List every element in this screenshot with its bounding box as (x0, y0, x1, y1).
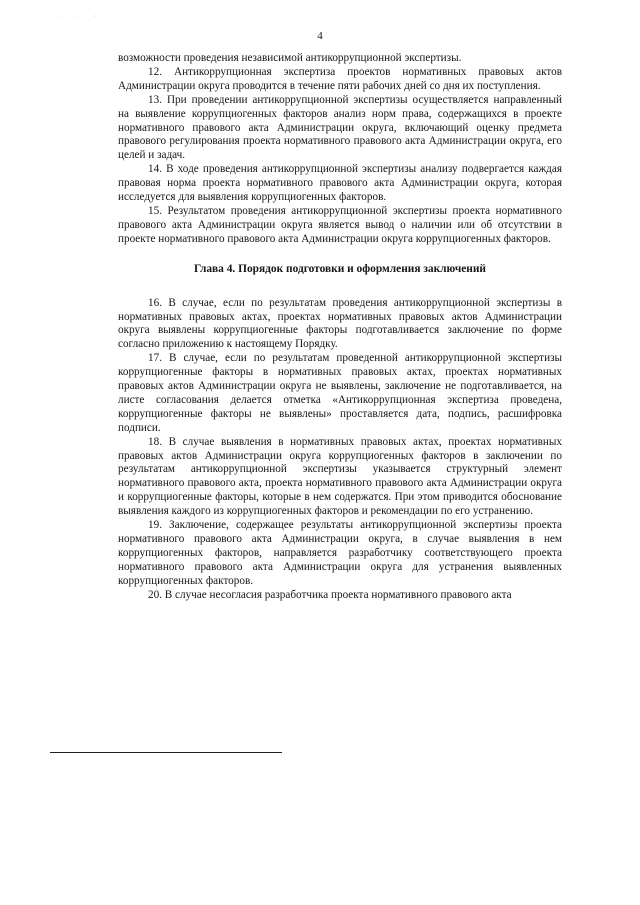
chapter-heading: Глава 4. Порядок подготовки и оформления заключений (193, 262, 486, 275)
document-body (118, 52, 562, 603)
paragraph-17: 17. В случае, если по результатам проведенной антикоррупционной экспертизы коррупциогенные факторы в нормативных правовых актах, проектах нормативных правовых актов Администрации округа не выявлены, заключение не подготавливается, на листе согласования делается отметка «Антикоррупционная экспертиза проведена, коррупциогенные факторы не выявлены» проставляется дата, подпись, расшифровка подписи. (118, 352, 562, 434)
paragraph-12: 12. Антикоррупционная экспертиза проектов нормативных правовых актов Администрации округа проводится в течение пяти рабочих дней со дня их поступления. (118, 65, 562, 92)
paragraph-19: 19. Заключение, содержащее результаты антикоррупционной экспертизы проекта нормативного правового акта Администрации округа, в случае выявления в нем коррупциогенных факторов, направляется разработчику соответствующего проекта нормативного правового акта Администрации округа для устранения выявленных коррупциогенных факторов. (118, 519, 562, 587)
paragraph-15: 15. Результатом проведения антикоррупционной экспертизы проекта нормативного правового акта Администрации округа является вывод о наличии или об отсутствии в проекте нормативного правового акта Администрации округа коррупциогенных факторов. (118, 204, 562, 245)
paragraph-13: 13. При проведении антикоррупционной экспертизы осуществляется направленный на выявление коррупциогенных факторов анализ норм права, содержащихся в проекте нормативного правового акта Администрации округа, включающий оценку предмета правового регулирования проекта нормативного правового акта Администрации округа, его целей и задач. (118, 93, 562, 162)
paragraph-20: 20. В случае несогласия разработчика проекта нормативного правового акта (148, 588, 512, 601)
paragraph-14: 14. В ходе проведения антикоррупционной экспертизы анализу подвергается каждая правовая норма проекта нормативного правового акта Администрации округа, которая исследуется для выявления коррупциогенных факторов. (118, 163, 562, 204)
paragraph-16: 16. В случае, если по результатам проведения антикоррупционной экспертизы в нормативных правовых актах, проектах нормативных правовых актов Администрации округа выявлены коррупциогенные факторы подготавливается заключение по форме согласно приложению к настоящему Порядку. (118, 296, 562, 351)
paragraph-continuation: возможности проведения независимой антикоррупционной экспертизы. (118, 52, 462, 64)
page-number: 4 (317, 30, 323, 42)
scan-noise: · · · (60, 12, 102, 21)
scan-artifact-line (50, 752, 282, 753)
paragraph-18: 18. В случае выявления в нормативных правовых актах, проектах нормативных правовых актов Администрации округа коррупциогенных факторов в заключении по результатам антикоррупционной экспертизы указывается структурный элемент нормативного правового акта, проекта нормативного правового акта Администрации округа и коррупциогенные факторы, которые в нем содержатся. При этом приводится обоснование выявления каждого из коррупциогенных факторов и рекомендации по его устранению. (118, 435, 562, 518)
